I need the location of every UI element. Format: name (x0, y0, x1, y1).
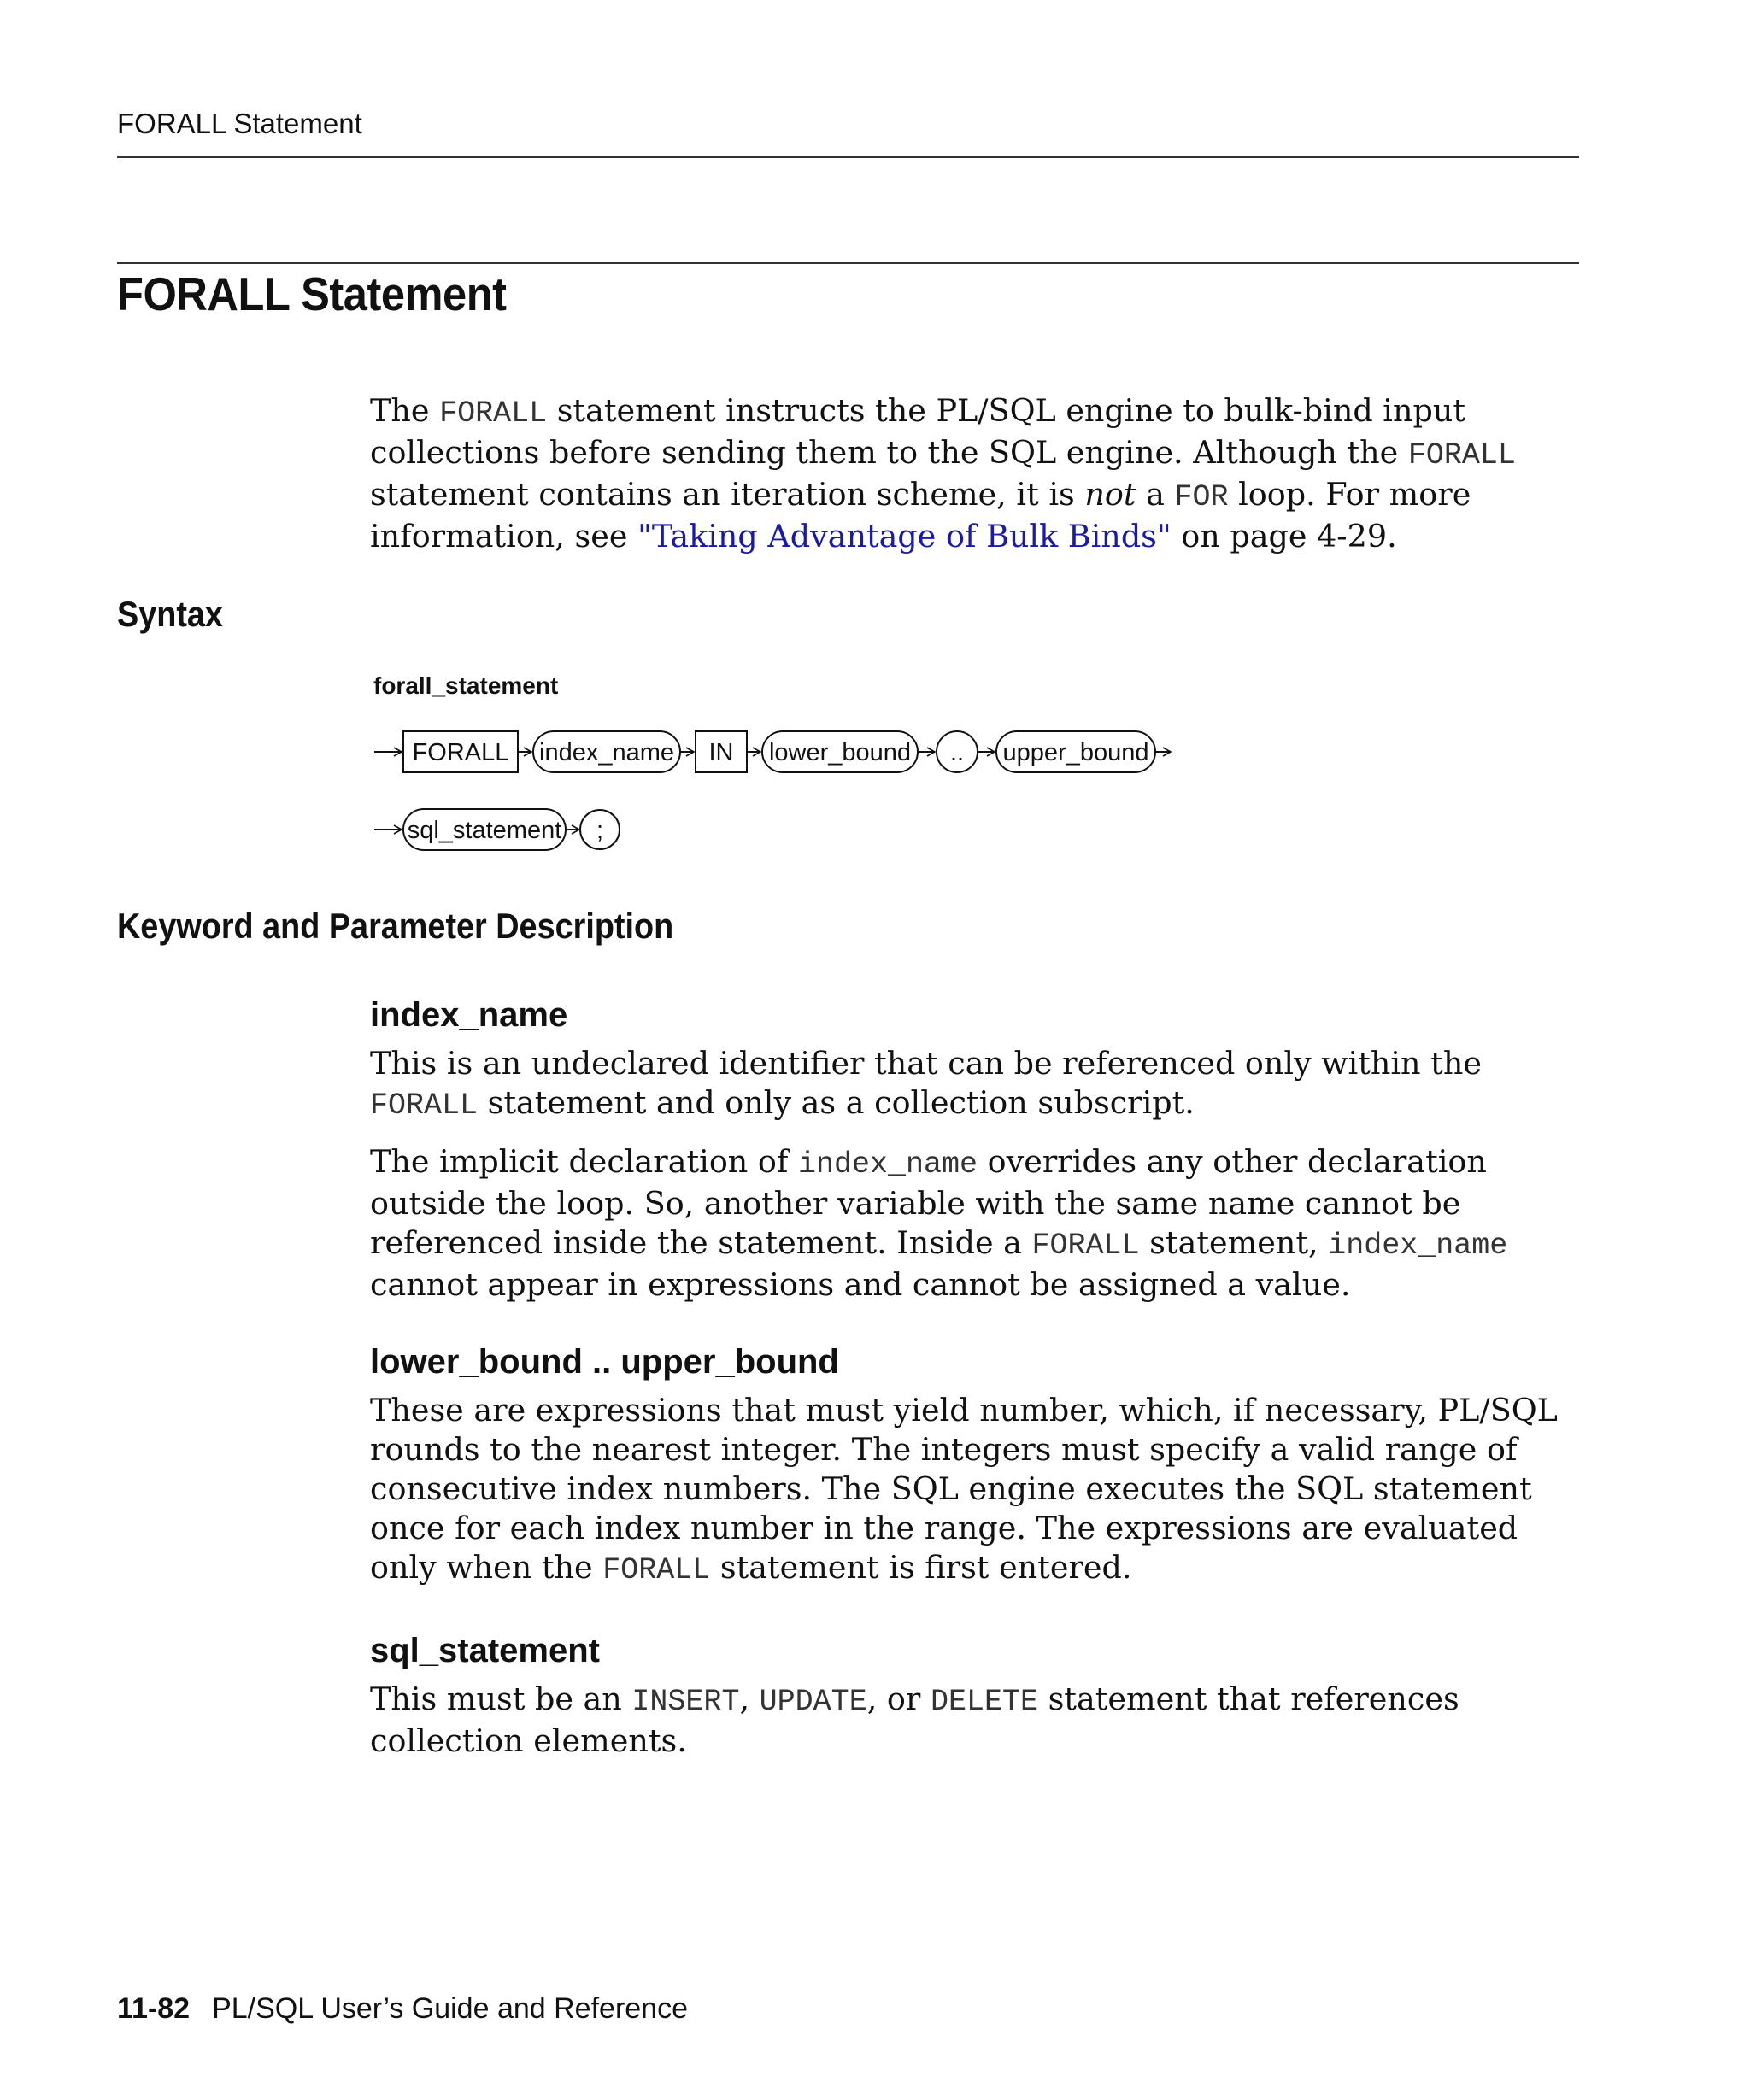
header-rule (117, 156, 1579, 158)
diagram-label: forall_statement (373, 672, 559, 699)
running-header: FORALL Statement (117, 108, 362, 139)
intro-paragraph: The FORALL statement instructs the PL/SQL engine to bulk-bind input collections before sending them to the SQL engine. Although the FORALL statement contains an iteration scheme, it is not a FOR loop. For more information, see "Taking Advantage of Bulk Binds" on page 4-29. (370, 392, 1516, 554)
term-index-name: index_name (370, 996, 568, 1034)
page-number: 11-82 (117, 1992, 191, 2025)
term-sql-statement: sql_statement (370, 1632, 600, 1669)
code-for: FOR (1174, 480, 1229, 514)
syntax-heading: Syntax (117, 594, 223, 634)
keyword-heading: Keyword and Parameter Description (117, 906, 674, 946)
book-title: PL/SQL User’s Guide and Reference (212, 1992, 688, 2025)
code-forall: FORALL (370, 1088, 479, 1123)
page-title: FORALL Statement (117, 267, 507, 320)
title-rule (117, 262, 1579, 264)
diagram-token: lower_bound (768, 739, 912, 766)
code-forall: FORALL (1407, 438, 1516, 472)
code-forall: FORALL (1031, 1229, 1140, 1263)
code-forall: FORALL (602, 1553, 711, 1587)
index-name-para-1: This is an undeclared identifier that can be referenced only within the FORALL statement and only as a collection subscript. (370, 1045, 1482, 1123)
diagram-token: sql_statement (407, 817, 562, 844)
code-forall: FORALL (439, 396, 548, 431)
diagram-token: .. (949, 739, 965, 766)
diagram-token: IN (708, 739, 734, 766)
syntax-diagram (367, 718, 1205, 867)
term-bounds: lower_bound .. upper_bound (370, 1343, 839, 1381)
code-index-name: index_name (798, 1147, 978, 1182)
bounds-para: These are expressions that must yield number, which, if necessary, PL/SQL rounds to the nearest integer. The integers must specify a valid range of consecutive index numbers. The SQL engine executes the SQL statement once for each index number in the range. The expressions are evaluated only when the FORALL statement is first entered. (370, 1392, 1558, 1587)
index-name-para-2: The implicit declaration of index_name overrides any other declaration outside the loop. So, another variable with the same name cannot be referenced inside the statement. Inside a FORALL statement, index_name cannot appear in expressions and cannot be assigned a value. (370, 1143, 1508, 1303)
diagram-token: index_name (539, 739, 674, 766)
bulk-binds-link[interactable]: "Taking Advantage of Bulk Binds" (637, 518, 1172, 554)
code-insert: INSERT (631, 1685, 740, 1719)
code-delete: DELETE (930, 1685, 1038, 1719)
diagram-token: ; (596, 817, 604, 844)
code-update: UPDATE (759, 1685, 867, 1719)
emphasis-not: not (1084, 476, 1136, 513)
code-index-name: index_name (1328, 1229, 1508, 1263)
sql-statement-para: This must be an INSERT, UPDATE, or DELETE statement that references collection elements. (370, 1681, 1459, 1759)
diagram-token: upper_bound (1002, 739, 1149, 766)
diagram-token: FORALL (412, 739, 509, 766)
page-footer (117, 1992, 688, 2026)
